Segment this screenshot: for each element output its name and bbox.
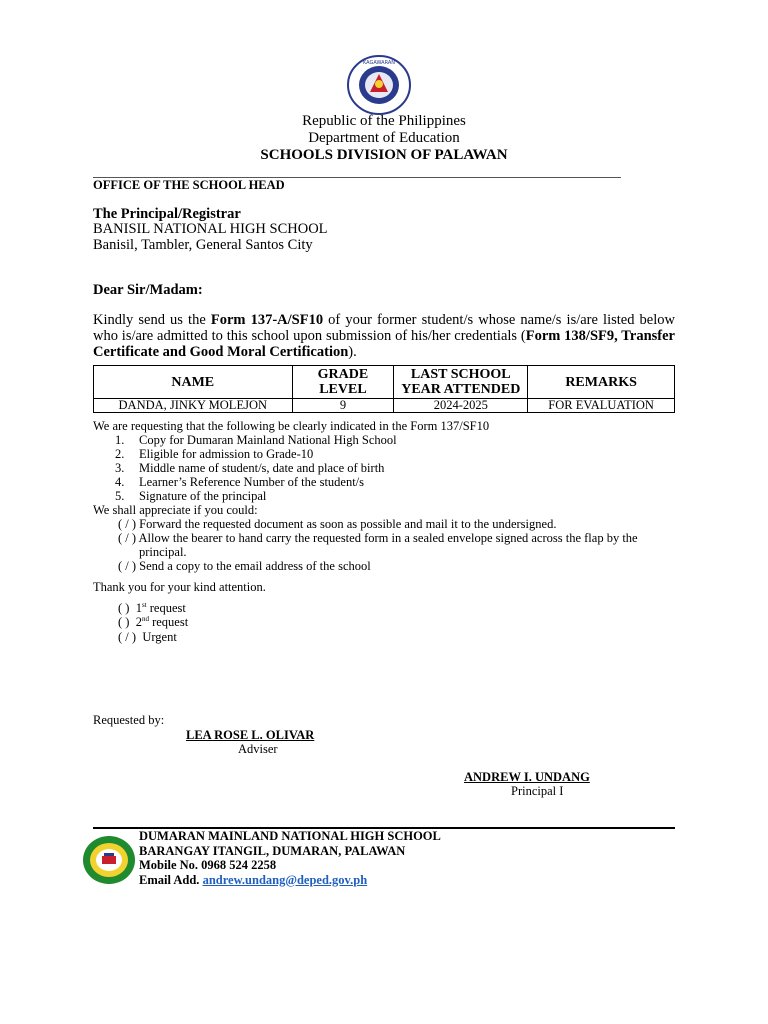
cell-grade: 9	[292, 399, 394, 413]
credentials-label: Form 138/SF9, Transfer Certificate and Good Moral Certification	[93, 328, 675, 360]
header-department: Department of Education	[308, 130, 460, 146]
col-grade-header: GRADE LEVEL	[292, 366, 394, 399]
cell-year: 2024-2025	[394, 399, 528, 413]
footer-school-name: DUMARAN MAINLAND NATIONAL HIGH SCHOOL	[139, 829, 441, 843]
footer-email-link[interactable]: andrew.undang@deped.gov.ph	[202, 872, 368, 887]
table-row	[94, 399, 675, 413]
second-request-num: 2	[135, 615, 142, 629]
col-remarks-header: REMARKS	[528, 366, 675, 399]
thanks-text: Thank you for your kind attention.	[93, 580, 266, 594]
requested-by-label: Requested by:	[93, 713, 165, 727]
footer-email-label: Email Add.	[139, 872, 203, 887]
header-division: SCHOOLS DIVISION OF PALAWAN	[260, 147, 508, 163]
list-item-number: 1.	[115, 433, 125, 447]
addressee-school: BANISIL NATIONAL HIGH SCHOOL	[93, 221, 328, 237]
check-urgent	[118, 630, 177, 644]
adviser-name: LEA ROSE L. OLIVAR	[186, 728, 315, 742]
list-item-text: Middle name of student/s, date and place of birth	[139, 461, 385, 475]
list-item-text: Learner’s Reference Number of the student/s	[139, 475, 365, 489]
body-text-3: ).	[348, 344, 357, 360]
second-request-label: request	[148, 615, 189, 629]
adviser-title: Adviser	[238, 742, 278, 756]
footer-block	[139, 829, 441, 887]
checkbox-first: ( )	[118, 601, 130, 615]
appreciate-option-forward: ( / ) Forward the requested document as soon as possible and mail it to the undersigned.	[118, 517, 557, 531]
principal-title: Principal I	[511, 784, 564, 798]
list-item	[115, 447, 397, 461]
second-request-sup: nd	[141, 614, 149, 623]
cell-remarks: FOR EVALUATION	[528, 399, 675, 413]
list-item-text: Copy for Dumaran Mainland National High School	[139, 433, 397, 447]
first-request-label: request	[146, 601, 186, 615]
addressee-title: The Principal/Registrar	[93, 206, 241, 222]
form-137-label: Form 137-A/SF10	[210, 312, 324, 328]
cell-name: DANDA, JINKY MOLEJON	[94, 399, 293, 413]
salutation: Dear Sir/Madam:	[93, 282, 203, 298]
header-republic: Republic of the Philippines	[302, 113, 466, 129]
deped-seal-logo	[346, 54, 412, 116]
addressee-address: Banisil, Tambler, General Santos City	[93, 237, 313, 253]
list-item	[115, 489, 397, 503]
checkbox-second: ( )	[118, 615, 130, 629]
list-item-number: 3.	[115, 461, 125, 475]
appreciate-option-handcarry-cont: principal.	[139, 545, 187, 559]
appreciate-option-handcarry: ( / ) Allow the bearer to hand carry the requested form in a sealed envelope signed across the flap by the	[118, 531, 638, 545]
footer-address: BARANGAY ITANGIL, DUMARAN, PALAWAN	[139, 843, 406, 858]
check-second-request	[118, 615, 188, 629]
first-request-sup: st	[141, 600, 147, 609]
urgent-label: Urgent	[142, 630, 177, 644]
student-table	[93, 365, 675, 413]
appreciate-intro: We shall appreciate if you could:	[93, 503, 258, 517]
school-logo	[82, 835, 136, 885]
appreciate-option-email: ( / ) Send a copy to the email address of the school	[118, 559, 371, 573]
col-year-header: LAST SCHOOL YEAR ATTENDED	[394, 366, 528, 399]
col-name-header: NAME	[94, 366, 293, 399]
table-header-row	[94, 366, 675, 399]
first-request-num: 1	[135, 601, 142, 615]
svg-text:KAGAWARAN: KAGAWARAN	[362, 60, 396, 66]
body-paragraph	[93, 312, 675, 360]
list-item-number: 2.	[115, 447, 125, 461]
body-text-2: of your former student/s whose name/s is/are listed below who is/are admitted to this school upon submission of his/her credentials (	[93, 312, 675, 344]
list-item-number: 4.	[115, 475, 125, 489]
requests-intro: We are requesting that the following be clearly indicated in the Form 137/SF10	[93, 419, 490, 433]
list-item	[115, 433, 397, 447]
check-first-request	[118, 601, 186, 615]
list-item-text: Signature of the principal	[139, 489, 267, 503]
list-item-number: 5.	[115, 489, 125, 503]
checkbox-urgent: ( / )	[118, 630, 137, 644]
office-label: OFFICE OF THE SCHOOL HEAD	[93, 178, 285, 192]
principal-name: ANDREW I. UNDANG	[464, 770, 590, 784]
footer-email-line	[139, 873, 441, 888]
requests-list	[115, 433, 397, 503]
list-item-text: Eligible for admission to Grade-10	[139, 447, 314, 461]
footer-mobile: Mobile No. 0968 524 2258	[139, 858, 277, 872]
body-text-1: Kindly send us the	[93, 312, 211, 328]
list-item	[115, 475, 397, 489]
list-item	[115, 461, 397, 475]
